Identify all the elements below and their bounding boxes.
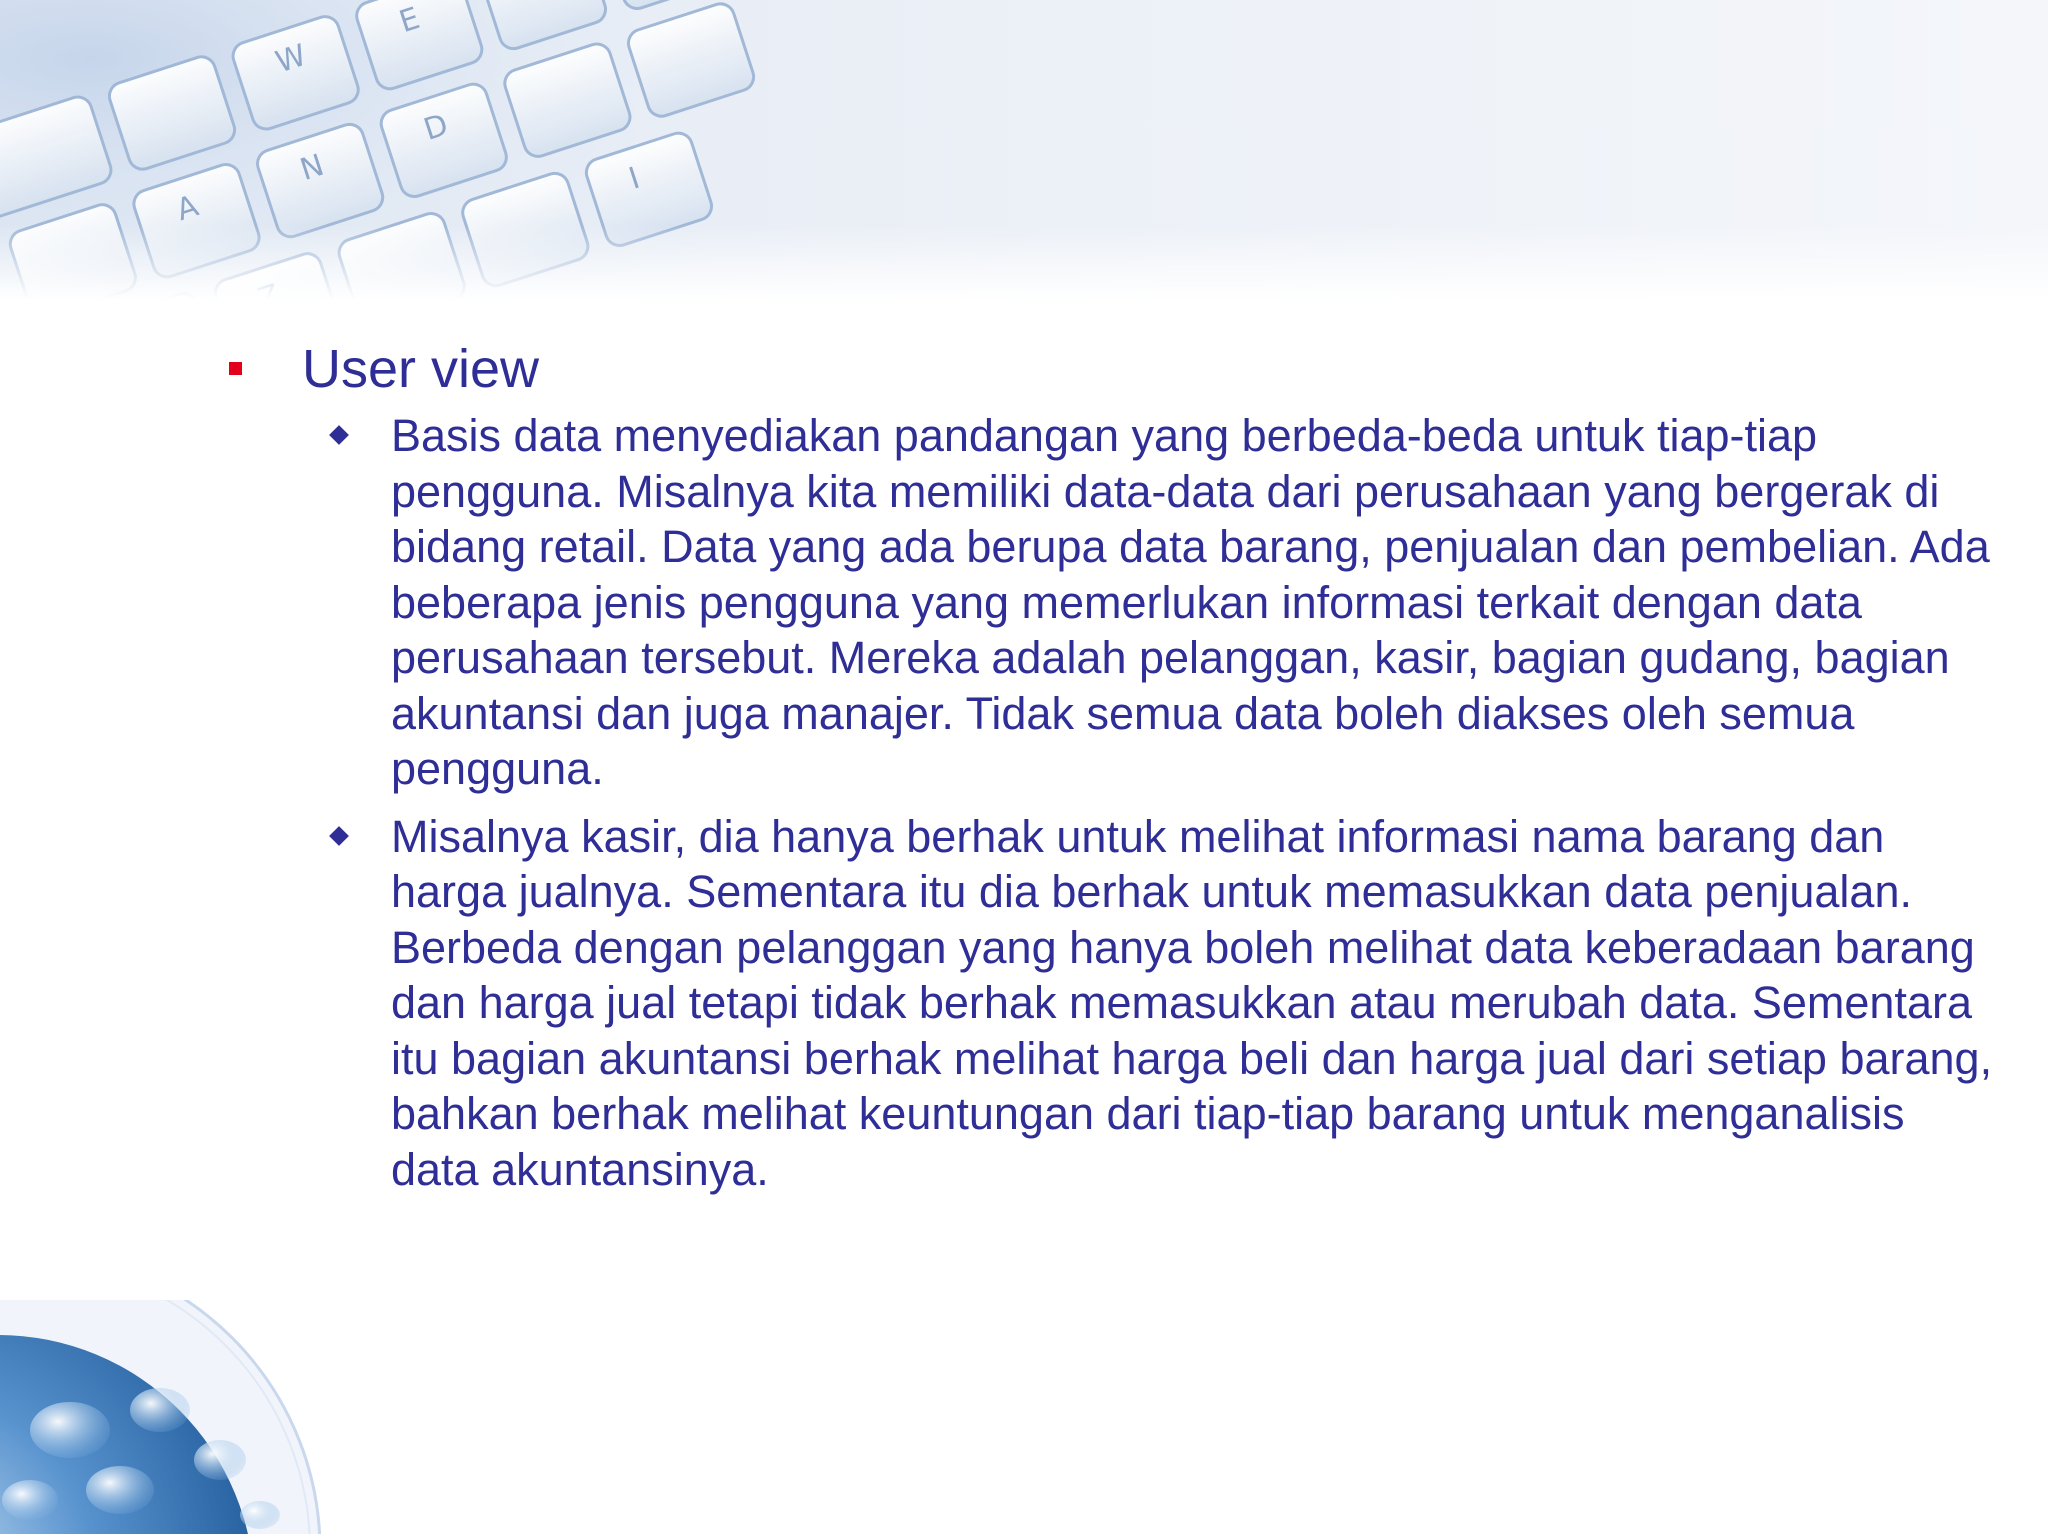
slide-content: [222, 332, 2002, 1209]
square-bullet-icon: [229, 362, 242, 375]
diamond-bullet-icon: [329, 826, 349, 846]
water-globe-image: [0, 1300, 330, 1534]
sub-bullet-text-2: Misalnya kasir, dia hanya berhak untuk melihat informasi nama barang dan harga jualnya. Sementara itu dia berhak untuk memasukkan data penjualan. Berbeda dengan pelanggan yang hanya boleh melihat data keberadaan barang dan harga jual tetapi tidak berhak memasukkan atau merubah data. Sementara itu bagian akuntansi berhak melihat harga beli dan harga jual dari setiap barang, bahkan berhak melihat keuntungan dari tiap-tiap barang untuk menganalisis data akuntansinya.: [391, 810, 1993, 1195]
keyboard-header-image: [0, 0, 2048, 300]
bullet-item-user-view: [222, 332, 2002, 406]
heading-text: User view: [302, 339, 540, 399]
diamond-bullet-icon: [329, 425, 349, 445]
sub-bullet-item-2: [322, 809, 2002, 1198]
sub-bullet-item-1: [322, 408, 2002, 797]
sub-bullet-text-1: Basis data menyediakan pandangan yang berbeda-beda untuk tiap-tiap pengguna. Misalnya kita memiliki data-data dari perusahaan yang bergerak di bidang retail. Data yang ada berupa data barang, penjualan dan pembelian. Ada beberapa jenis pengguna yang memerlukan informasi terkait dengan data perusahaan tersebut. Mereka adalah pelanggan, kasir, bagian gudang, bagian akuntansi dan juga manajer. Tidak semua data boleh diakses oleh semua pengguna.: [391, 410, 1990, 794]
